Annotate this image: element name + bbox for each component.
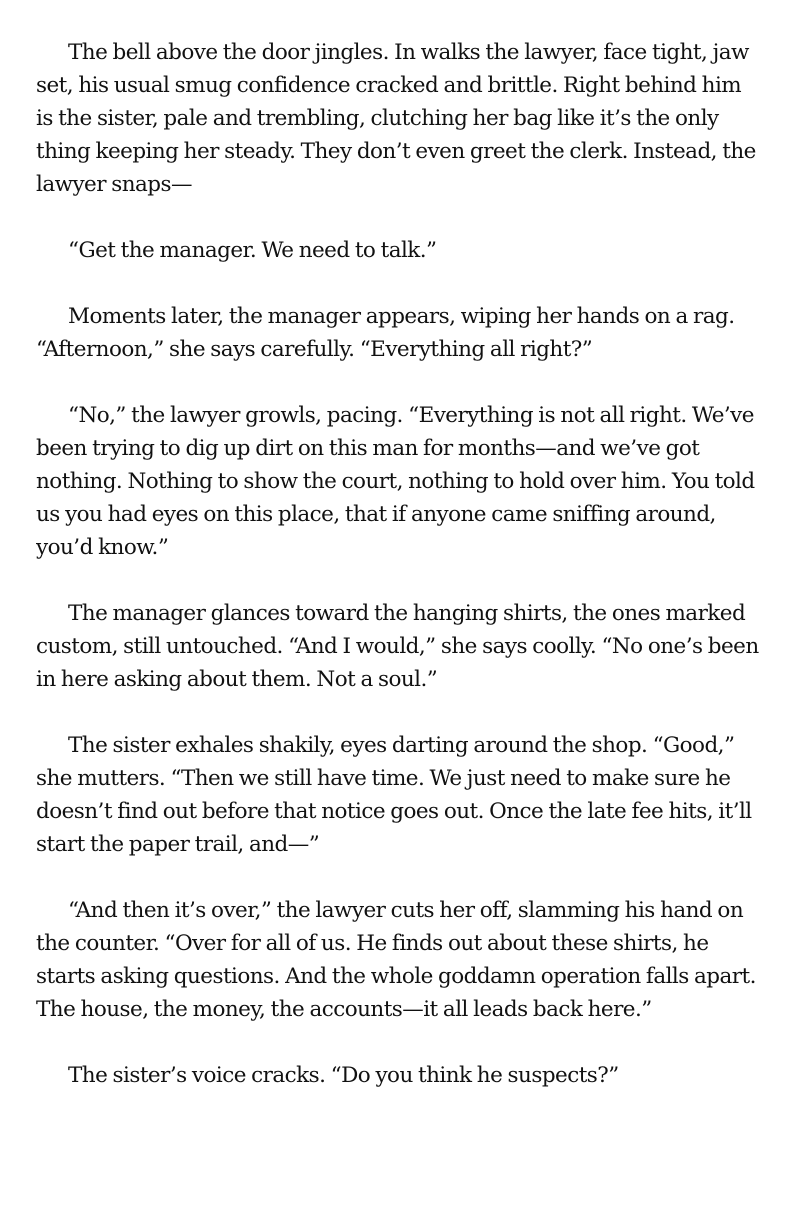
paragraph-3: Moments later, the manager appears, wiping her hands on a rag. “Afternoon,” she says carefully. “Everything all right?”	[36, 304, 735, 362]
paragraph-6: The sister exhales shakily, eyes darting around the shop. “Good,” she mutters. “Then we still have time. We just need to make sure he doesn’t find out before that notice goes out. Once the late fee hits, it’ll start the paper trail, and—”	[36, 733, 752, 857]
paragraph-7: “And then it’s over,” the lawyer cuts her off, slamming his hand on the counter. “Over for all of us. He finds out about these shirts, he starts asking questions. And the whole goddamn operation falls apart. The house, the money, the accounts—it all leads back here.”	[36, 898, 756, 1022]
paragraph-8: The sister’s voice cracks. “Do you think he suspects?”	[68, 1063, 619, 1088]
paragraph-1: The bell above the door jingles. In walks the lawyer, face tight, jaw set, his usual smug confidence cracked and brittle. Right behind him is the sister, pale and trembling, clutching her bag like it’s the only thing keeping her steady. They don’t even greet the clerk. Instead, the lawyer snaps—	[36, 40, 756, 197]
paragraph-4: “No,” the lawyer growls, pacing. “Everything is not all right. We’ve been trying to dig up dirt on this man for months—and we’ve got nothing. Nothing to show the court, nothing to hold over him. You told us you had eyes on this place, that if anyone came sniffing around, you’d know.”	[36, 403, 755, 560]
paragraph-5: The manager glances toward the hanging shirts, the ones marked custom, still untouched. “And I would,” she says coolly. “No one’s been in here asking about them. Not a soul.”	[36, 601, 759, 692]
paragraph-2: “Get the manager. We need to talk.”	[68, 238, 437, 263]
document-page	[36, 36, 760, 1186]
